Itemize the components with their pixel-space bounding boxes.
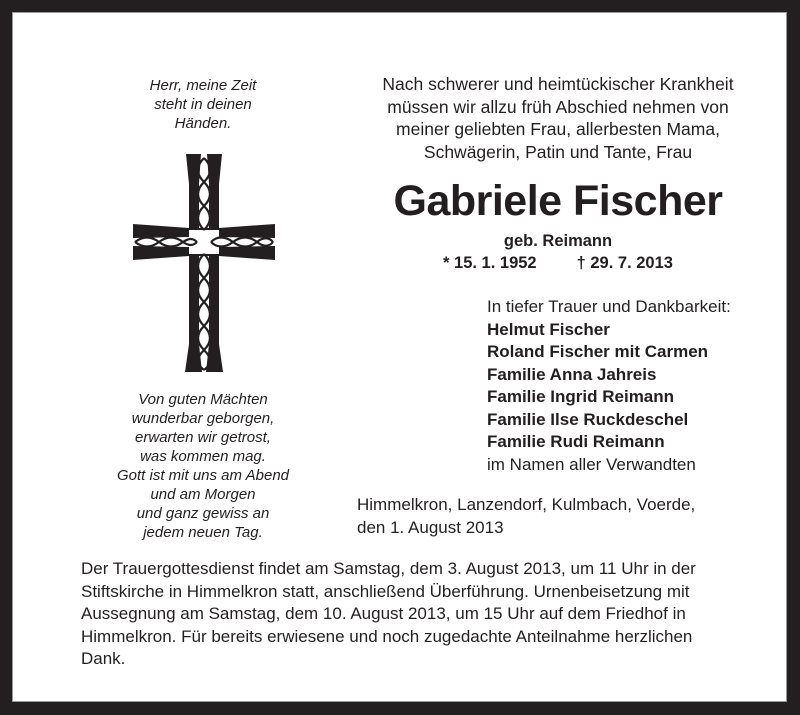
verse-line: und ganz gewiss an bbox=[136, 505, 270, 522]
verse-line: wunderbar geborgen, bbox=[131, 410, 275, 427]
verse-line: was kommen mag. bbox=[140, 448, 266, 465]
service-line: Himmelkron. Für bereits erwiesene und noch zugedachte Anteilnahme herzlichen bbox=[81, 626, 693, 646]
birth-date: * 15. 1. 1952 bbox=[443, 254, 537, 272]
service-line: Stiftskirche in Himmelkron statt, anschließend Überführung. Urnenbeisetzung mit bbox=[81, 581, 690, 601]
verse-line: Händen. bbox=[174, 115, 232, 132]
verse-line: Gott ist mit uns am Abend bbox=[116, 467, 290, 484]
verse-line: Von guten Mächten bbox=[138, 391, 268, 408]
service-line: Aussegnung am Samstag, dem 10. August 2013, um 15 Uhr auf dem Friedhof in bbox=[81, 604, 686, 623]
obituary-notice bbox=[12, 12, 787, 702]
service-info bbox=[81, 558, 761, 671]
mourner: Familie Ilse Ruckdeschel bbox=[487, 409, 689, 429]
ornamental-cross-icon bbox=[133, 154, 275, 372]
mourner: Helmut Fischer bbox=[487, 319, 610, 339]
service-line: Dank. bbox=[81, 649, 126, 668]
deceased-name: Gabriele Fischer bbox=[393, 177, 723, 225]
intro-line: müssen wir allzu früh Abschied nehmen von bbox=[387, 96, 729, 117]
mourner: Familie Anna Jahreis bbox=[487, 364, 657, 384]
intro-line: Schwägerin, Patin und Tante, Frau bbox=[423, 141, 693, 162]
verse-top bbox=[113, 76, 293, 133]
intro-line: meiner geliebten Frau, allerbesten Mama, bbox=[396, 119, 720, 139]
intro-text bbox=[343, 73, 773, 163]
date-line: den 1. August 2013 bbox=[357, 517, 504, 537]
death-date: † 29. 7. 2013 bbox=[576, 254, 673, 272]
verse-line: jedem neuen Tag. bbox=[143, 524, 263, 541]
mourner: Familie Rudi Reimann bbox=[487, 432, 665, 451]
verse-line: und am Morgen bbox=[150, 486, 256, 503]
mourners-outro: im Namen aller Verwandten bbox=[487, 454, 696, 474]
mourners-intro: In tiefer Trauer und Dankbarkeit: bbox=[487, 297, 731, 316]
mourners-list bbox=[487, 296, 731, 476]
intro-line: Nach schwerer und heimtückischer Krankheit bbox=[382, 74, 734, 94]
verse-bottom bbox=[103, 390, 303, 542]
verse-line: erwarten wir getrost, bbox=[135, 429, 271, 446]
mourner: Roland Fischer mit Carmen bbox=[487, 342, 709, 361]
verse-line: Herr, meine Zeit bbox=[149, 77, 257, 94]
service-line: Der Trauergottesdienst findet am Samstag, dem 3. August 2013, um 11 Uhr in der bbox=[81, 559, 696, 578]
mourner: Familie Ingrid Reimann bbox=[487, 387, 675, 406]
maiden-name: geb. Reimann bbox=[503, 232, 613, 250]
life-dates bbox=[343, 253, 773, 273]
place-and-date bbox=[357, 494, 695, 539]
place-line: Himmelkron, Lanzendorf, Kulmbach, Voerde, bbox=[357, 495, 696, 514]
verse-line: steht in deinen bbox=[154, 96, 252, 113]
